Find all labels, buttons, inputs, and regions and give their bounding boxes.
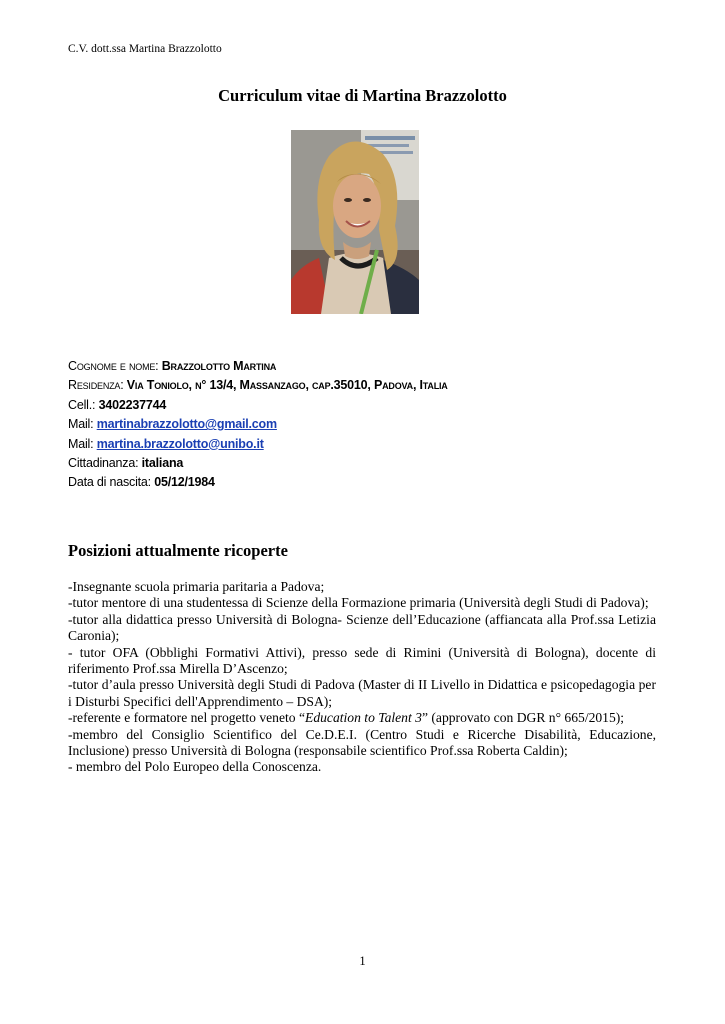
section-heading-positions: Posizioni attualmente ricoperte (68, 541, 288, 560)
talent-text-after: ” (approvato con DGR n° 665/2015); (421, 710, 625, 726)
profile-photo (291, 130, 419, 314)
mail-row-1 (68, 415, 448, 434)
position-item-talent (68, 710, 656, 726)
portrait-image (291, 130, 419, 314)
talent-text-before: -referente e formatore nel progetto veneto “ (68, 710, 306, 726)
position-item: - membro del Polo Europeo della Conoscenza. (68, 759, 322, 775)
email-link-unibo[interactable]: martina.brazzolotto@unibo.it (96, 436, 264, 451)
residence-label: Residenza: (68, 378, 124, 393)
document-title: Curriculum vitae di Martina Brazzolotto (218, 86, 507, 105)
name-label: Cognome e nome: (68, 359, 159, 373)
cell-value: 3402237744 (98, 397, 167, 412)
mail-label-2: Mail: (68, 436, 94, 451)
talent-project-name: Education to Talent 3 (305, 710, 422, 726)
page-number: 1 (359, 954, 366, 968)
name-value: Brazzolotto Martina (161, 359, 277, 373)
mail-row-2 (68, 435, 448, 454)
email-link-gmail[interactable]: martinabrazzolotto@gmail.com (96, 417, 277, 432)
position-item: -tutor alla didattica presso Università di Bologna- Scienze dell’Educazione (affiancata alla Prof.ssa Letizia Caronia); (68, 611, 656, 644)
positions-list (68, 579, 656, 776)
birthdate-row (68, 473, 448, 492)
citizenship-row (68, 454, 448, 473)
personal-details (68, 357, 448, 493)
position-item: - tutor OFA (Obblighi Formativi Attivi), presso sede di Rimini (Università di Bologna), docente di riferimento Prof.ssa Mirella D’Ascenzo; (68, 644, 656, 677)
citizenship-label: Cittadinanza: (68, 456, 139, 471)
cell-row (68, 396, 448, 415)
birthdate-label: Data di nascita: (68, 475, 151, 490)
citizenship-value: italiana (141, 456, 184, 471)
cell-label: Cell.: (68, 397, 96, 412)
position-item: -tutor d’aula presso Università degli Studi di Padova (Master di II Livello in Didattica e psicopedagogia per i Disturbi Specifici dell'Apprendimento – DSA); (68, 677, 656, 709)
position-item: -membro del Consiglio Scientifico del Ce.D.E.I. (Centro Studi e Ricerche Disabilità, Educazione, Inclusione) presso Università di Bologna (responsabile scientifico Prof.ssa Roberta Caldin); (68, 726, 656, 759)
position-item: -Insegnante scuola primaria paritaria a Padova; (68, 579, 325, 594)
residence-value: Via Toniolo, n° 13/4, Massanzago, cap.35010, Padova, Italia (126, 378, 448, 393)
name-row (68, 357, 448, 376)
residence-row (68, 376, 448, 395)
birthdate-value: 05/12/1984 (154, 475, 215, 490)
position-item: -tutor mentore di una studentessa di Scienze della Formazione primaria (Università degli Studi di Padova); (68, 595, 649, 611)
mail-label-1: Mail: (68, 417, 94, 432)
running-header: C.V. dott.ssa Martina Brazzolotto (68, 43, 222, 55)
